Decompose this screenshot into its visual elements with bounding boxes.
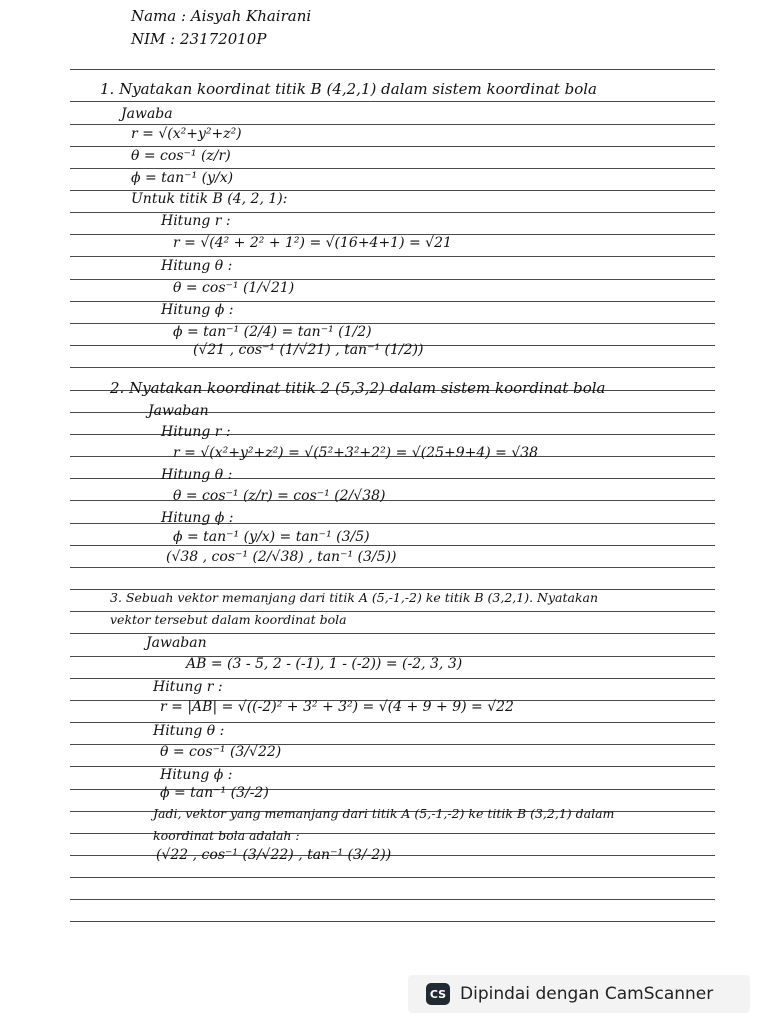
student-name: Nama : Aisyah Khairani	[131, 7, 312, 25]
q2-answer-label: Jawaban	[148, 403, 209, 419]
camscanner-logo-icon: CS	[426, 983, 450, 1005]
q3-hitung-theta: Hitung θ :	[153, 723, 225, 739]
q3-answer-label: Jawaban	[146, 635, 207, 651]
q1-formula-theta: θ = cos⁻¹ (z/r)	[131, 148, 231, 164]
q1-formula-phi: ϕ = tan⁻¹ (y/x)	[131, 170, 234, 186]
q3-question-line2: vektor tersebut dalam koordinat bola	[110, 612, 347, 627]
q3-conclusion-line1: Jadi, vektor yang memanjang dari titik A (5,-1,-2) ke titik B (3,2,1) dalam	[153, 806, 615, 821]
q2-question: 2. Nyatakan koordinat titik 2 (5,3,2) dalam sistem koordinat bola	[110, 379, 606, 397]
ruled-line	[70, 500, 715, 501]
q2-result: (√38 , cos⁻¹ (2/√38) , tan⁻¹ (3/5))	[166, 549, 397, 565]
ruled-line	[70, 899, 715, 900]
q3-hitung-r: Hitung r :	[153, 679, 223, 695]
q3-hitung-phi: Hitung ϕ :	[160, 767, 233, 783]
q2-phi-calc: ϕ = tan⁻¹ (y/x) = tan⁻¹ (3/5)	[173, 529, 370, 545]
q1-for-point: Untuk titik B (4, 2, 1):	[131, 191, 288, 207]
q3-result: (√22 , cos⁻¹ (3/√22) , tan⁻¹ (3/-2))	[156, 847, 392, 863]
q1-question: 1. Nyatakan koordinat titik B (4,2,1) dalam sistem koordinat bola	[100, 80, 597, 98]
camscanner-watermark	[408, 975, 750, 1013]
q1-hitung-phi: Hitung ϕ :	[161, 302, 234, 318]
ruled-line	[70, 567, 715, 568]
ruled-line	[70, 921, 715, 922]
ruled-line	[70, 633, 715, 634]
ruled-line	[70, 367, 715, 368]
q2-hitung-phi: Hitung ϕ :	[161, 510, 234, 526]
q2-hitung-r: Hitung r :	[161, 424, 231, 440]
ruled-line	[70, 323, 715, 324]
q2-r-calc: r = √(x²+y²+z²) = √(5²+3²+2²) = √(25+9+4) = √38	[173, 445, 539, 461]
q1-hitung-theta: Hitung θ :	[161, 258, 233, 274]
ruled-line	[70, 545, 715, 546]
watermark-text: Dipindai dengan CamScanner	[460, 984, 714, 1004]
q3-conclusion-line2: koordinat bola adalah :	[153, 828, 300, 843]
q2-hitung-theta: Hitung θ :	[161, 467, 233, 483]
q1-r-calc: r = √(4² + 2² + 1²) = √(16+4+1) = √21	[173, 235, 452, 251]
ruled-line	[70, 256, 715, 257]
q1-phi-calc: ϕ = tan⁻¹ (2/4) = tan⁻¹ (1/2)	[173, 324, 372, 340]
student-nim: NIM : 23172010P	[131, 30, 267, 48]
q3-theta-calc: θ = cos⁻¹ (3/√22)	[160, 744, 282, 760]
ruled-line	[70, 146, 715, 147]
ruled-line	[70, 101, 715, 102]
q1-hitung-r: Hitung r :	[161, 213, 231, 229]
q1-result: (√21 , cos⁻¹ (1/√21) , tan⁻¹ (1/2))	[193, 342, 424, 358]
ruled-line	[70, 279, 715, 280]
q1-answer-label: Jawaba	[121, 106, 173, 122]
q2-theta-calc: θ = cos⁻¹ (z/r) = cos⁻¹ (2/√38)	[173, 488, 386, 504]
q1-formula-r: r = √(x²+y²+z²)	[131, 126, 242, 142]
q1-theta-calc: θ = cos⁻¹ (1/√21)	[173, 280, 295, 296]
q3-ab-calc: AB = (3 - 5, 2 - (-1), 1 - (-2)) = (-2, 3, 3)	[186, 656, 463, 672]
ruled-line	[70, 168, 715, 169]
q3-phi-calc: ϕ = tan⁻¹ (3/-2)	[160, 785, 269, 801]
q3-r-calc: r = |AB| = √((-2)² + 3² + 3²) = √(4 + 9 + 9) = √22	[160, 699, 514, 715]
ruled-line	[70, 69, 715, 70]
ruled-line	[70, 877, 715, 878]
ruled-line	[70, 124, 715, 125]
q3-question-line1: 3. Sebuah vektor memanjang dari titik A (5,-1,-2) ke titik B (3,2,1). Nyatakan	[110, 590, 599, 605]
